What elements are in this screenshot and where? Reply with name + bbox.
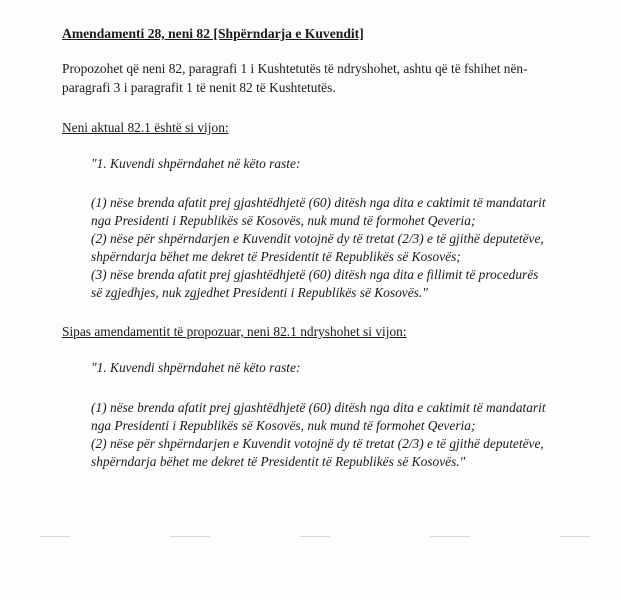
intro-line-2: paragrafi 3 i paragrafit 1 të nenit 82 të Kushtetutës. xyxy=(62,80,336,95)
scan-artifact xyxy=(430,536,470,537)
proposed-item-line: shpërndarja bëhet me dekret të Presidentit të Republikës së Kosovës." xyxy=(91,454,466,469)
scan-artifact xyxy=(40,536,70,537)
proposed-item-line: (1) nëse brenda afatit prej gjashtëdhjetë (60) ditësh nga dita e caktimit të mandatarit xyxy=(91,400,546,415)
proposed-amendment-heading: Sipas amendamentit të propozuar, neni 82.1 ndryshohet si vijon: xyxy=(62,324,407,339)
current-item-line: shpërndarja bëhet me dekret të Presidentit të Republikës së Kosovës; xyxy=(91,249,461,264)
current-article-intro: "1. Kuvendi shpërndahet në këto raste: xyxy=(91,156,301,171)
intro-line-1: Propozohet që neni 82, paragrafi 1 i Kushtetutës të ndryshohet, ashtu që të fshihet nën- xyxy=(62,61,528,76)
current-item-line: (3) nëse brenda afatit prej gjashtëdhjetë (60) ditësh nga dita e fillimit të procedurës xyxy=(91,267,539,282)
current-item-line: së zgjedhjes, nuk zgjedhet Presidenti i Republikës së Kosovës." xyxy=(91,285,428,300)
scan-artifact xyxy=(560,536,590,537)
current-item-line: (1) nëse brenda afatit prej gjashtëdhjetë (60) ditësh nga dita e caktimit të mandatarit xyxy=(91,195,546,210)
scan-artifact xyxy=(170,536,210,537)
current-item-line: (2) nëse për shpërndarjen e Kuvendit votojnë dy të tretat (2/3) e të gjithë deputetëve, xyxy=(91,231,544,246)
scan-artifact xyxy=(300,536,330,537)
current-item-line: nga Presidenti i Republikës së Kosovës, nuk mund të formohet Qeveria; xyxy=(91,213,476,228)
proposed-item-line: (2) nëse për shpërndarjen e Kuvendit votojnë dy të tretat (2/3) e të gjithë deputetëve, xyxy=(91,436,544,451)
document-title: Amendamenti 28, neni 82 [Shpërndarja e Kuvendit] xyxy=(62,26,364,41)
proposed-article-intro: "1. Kuvendi shpërndahet në këto raste: xyxy=(91,360,301,375)
proposed-item-line: nga Presidenti i Republikës së Kosovës, nuk mund të formohet Qeveria; xyxy=(91,418,476,433)
current-article-heading: Neni aktual 82.1 është si vijon: xyxy=(62,120,229,135)
